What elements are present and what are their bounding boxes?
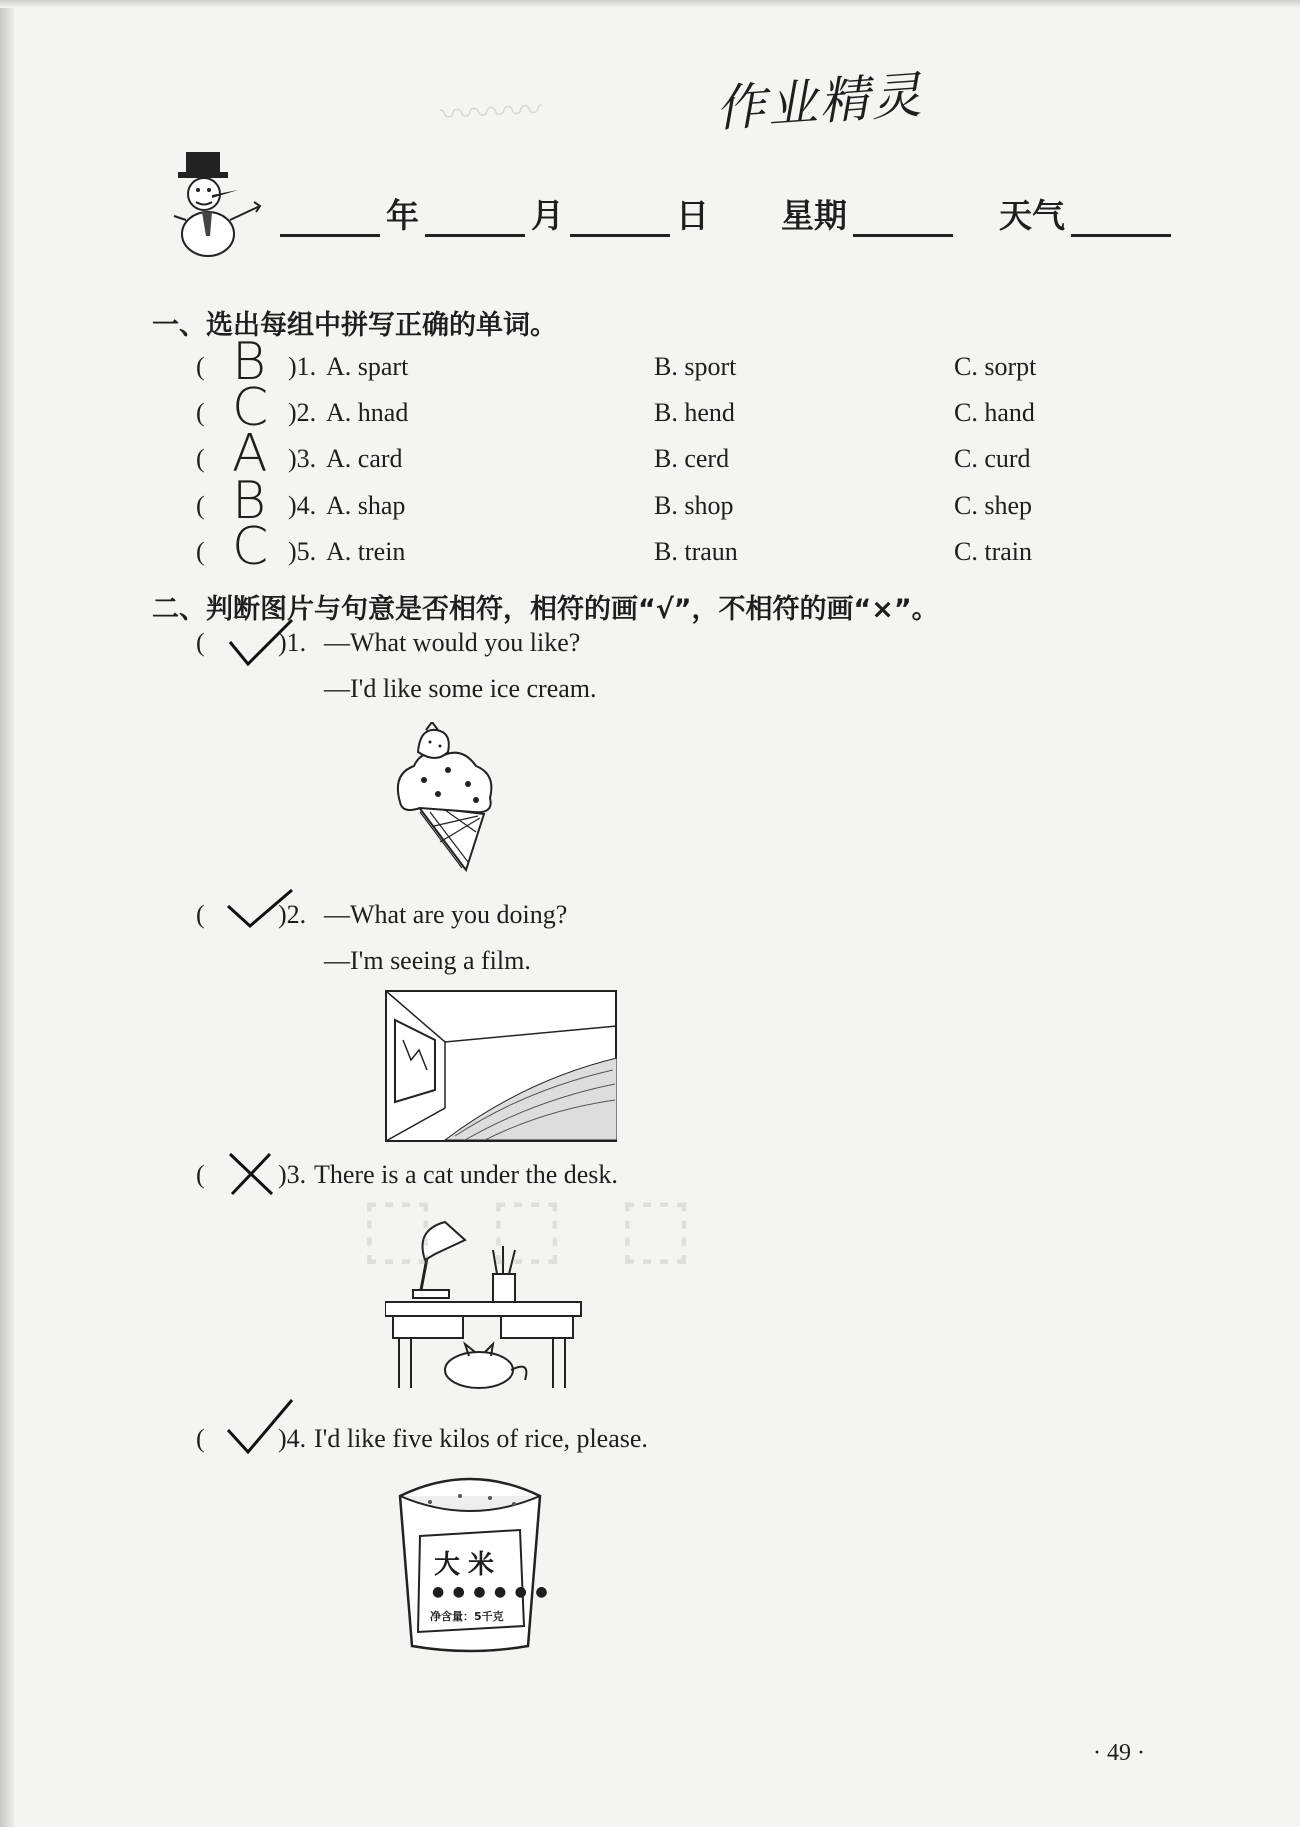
date-header [280, 190, 1171, 237]
handwritten-answer[interactable]: A [232, 424, 268, 484]
weather-label: 天气 [999, 196, 1065, 235]
spelling-question-2: ( C )2. A. hnad B. hend C. hand [196, 378, 1035, 438]
handwritten-answer[interactable]: B [232, 471, 267, 531]
cross-mark-icon[interactable] [226, 1150, 276, 1198]
option-b: B. hend [654, 398, 735, 427]
day-label: 日 [676, 196, 709, 235]
section1-title: 一、选出每组中拼写正确的单词。 [152, 310, 557, 341]
option-c: C. shep [954, 491, 1032, 520]
dialogue-line-2: —I'd like some ice cream. [324, 674, 597, 703]
spelling-question-1: ( B )1. A. spart B. sport C. sorpt [196, 332, 1037, 392]
paper-edge-left [0, 0, 14, 1827]
spelling-question-4: ( B )4. A. shap B. shop C. shep [196, 471, 1032, 531]
section2-title: 二、判断图片与句意是否相符，相符的画“√”，不相符的画“×”。 [152, 594, 939, 625]
dialogue-line-1: —What are you doing? [324, 900, 568, 929]
page-number: · 49 · [1093, 1740, 1145, 1766]
cinema-picture [385, 990, 617, 1142]
option-c: C. curd [954, 444, 1031, 473]
option-b: B. sport [654, 352, 737, 381]
weather-blank[interactable] [1071, 200, 1171, 237]
option-b: B. traun [654, 537, 738, 566]
handwritten-answer[interactable]: B [232, 332, 267, 392]
option-a: A. hnad [326, 398, 409, 427]
rice-bag-dots: ● ● ● ● ● ● [432, 1584, 550, 1600]
month-blank[interactable] [425, 200, 525, 237]
option-c: C. train [954, 537, 1032, 566]
paper-edge-top [0, 0, 1300, 8]
handwritten-answer[interactable]: C [232, 378, 269, 438]
year-label: 年 [386, 196, 419, 235]
month-label: 月 [531, 196, 564, 235]
option-b: B. shop [654, 491, 734, 520]
statement-text: There is a cat under the desk. [314, 1160, 618, 1189]
snowman-icon [172, 150, 272, 260]
watermark: ⬚ ⬚ ⬚ [360, 1180, 708, 1273]
weekday-label: 星期 [781, 196, 847, 235]
option-a: A. shap [326, 491, 406, 520]
dialogue-line-1: —What would you like? [324, 628, 581, 657]
spelling-question-5: ( C )5. A. trein B. traun C. train [196, 517, 1032, 577]
day-blank[interactable] [570, 200, 670, 237]
spelling-question-3: ( A )3. A. card B. cerd C. curd [196, 424, 1031, 484]
ice-cream-icon [390, 722, 500, 874]
option-a: A. card [326, 444, 403, 473]
option-b: B. cerd [654, 444, 730, 473]
dialogue-line-2: —I'm seeing a film. [324, 946, 531, 975]
weekday-blank[interactable] [853, 200, 953, 237]
brand-logo: 作业精灵 [713, 65, 926, 139]
option-a: A. trein [326, 537, 406, 566]
option-a: A. spart [326, 352, 409, 381]
rice-bag-label: 大米 [434, 1550, 503, 1580]
rice-bag-net-weight: 净含量：5千克 [430, 1610, 504, 1623]
worksheet-page: 〰〰〰 作业精灵 年 月 日 星期 天气 一、选出每组中拼写正确的单词。 ( B )1. A. spart B. sport C. sorpt ( C )2. A. hnad B. hend C. hand ( A )3. A. card B. cerd C. curd ( B )4. A. shap B. shop C. shep ( C )5. A. trein B. traun C. train 二、判断图片与句意是否相符，相符的画“√”，不相符的画“×”。 ( )1. —What would you like? —I'd like some ice cream. ( )2. —What are you doing? —I'm seeing a film. ( )3. There is a cat under the desk. ( )4. I'd like five kilos of rice, please. 大米 ● ● ● ● ● ● 净含量：5千克 ⬚ ⬚ ⬚ · 49 · [0, 0, 1300, 1827]
year-blank[interactable] [280, 200, 380, 237]
option-c: C. hand [954, 398, 1035, 427]
rice-bag-picture [390, 1466, 550, 1656]
handwritten-answer[interactable]: C [232, 517, 269, 577]
statement-text: I'd like five kilos of rice, please. [314, 1424, 648, 1453]
option-c: C. sorpt [954, 352, 1037, 381]
bleed-through-scribble: 〰〰〰 [439, 90, 544, 136]
